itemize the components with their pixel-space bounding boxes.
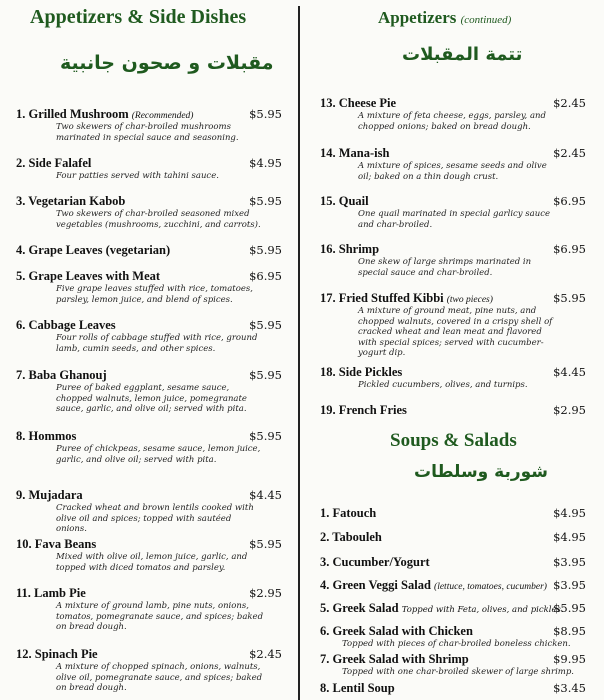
section-title-appetizers-side-dishes: Appetizers & Side Dishes xyxy=(30,6,247,28)
menu-item xyxy=(320,624,596,650)
item-note: Topped with Feta, olives, and pickles. xyxy=(401,605,564,615)
menu-item xyxy=(320,506,596,521)
menu-item xyxy=(16,429,292,465)
menu-item xyxy=(16,586,292,633)
item-price: $5.95 xyxy=(553,601,586,615)
item-name: 2. Tabouleh xyxy=(320,530,382,544)
item-price: $4.95 xyxy=(553,530,586,544)
arabic-title-right: تتمة المقبلات xyxy=(402,44,523,65)
item-name: 7. Baba Ghanouj xyxy=(16,368,107,382)
item-name: 2. Side Falafel xyxy=(16,156,92,170)
item-description: One quail marinated in special garlicy sauce and char-broiled. xyxy=(358,209,551,230)
item-price: $3.95 xyxy=(553,578,586,592)
item-price: $6.95 xyxy=(553,194,586,208)
item-description: Four rolls of cabbage stuffed with rice, ground lamb, cumin seeds, and other spices. xyxy=(56,333,258,354)
item-price: $3.45 xyxy=(553,681,586,695)
menu-item xyxy=(320,555,596,570)
item-description: A mixture of feta cheese, eggs, parsley, and chopped onions; baked on bread dough. xyxy=(358,111,546,132)
item-name: 3. Cucumber/Yogurt xyxy=(320,555,430,569)
item-name: 14. Mana-ish xyxy=(320,146,390,160)
menu-item xyxy=(16,194,292,230)
item-name: 9. Mujadara xyxy=(16,488,83,502)
menu-item xyxy=(320,578,596,593)
item-price: $4.45 xyxy=(553,365,586,379)
item-price: $3.95 xyxy=(553,555,586,569)
item-description: Two skewers of char-broiled seasoned mixed vegetables (mushrooms, zucchini, and carrots). xyxy=(56,209,261,230)
item-description: One skew of large shrimps marinated in special sauce and char-broiled. xyxy=(358,257,532,278)
menu-item xyxy=(16,368,292,415)
item-name: 6. Cabbage Leaves xyxy=(16,318,116,332)
item-name: 1. Grilled Mushroom xyxy=(16,107,129,121)
item-name: 17. Fried Stuffed Kibbi xyxy=(320,291,444,305)
item-price: $4.95 xyxy=(553,506,586,520)
item-name: 15. Quail xyxy=(320,194,369,208)
menu-item xyxy=(320,403,596,418)
menu-item xyxy=(320,146,596,182)
right-column xyxy=(312,0,596,700)
item-name: 18. Side Pickles xyxy=(320,365,403,379)
menu-item xyxy=(16,488,292,535)
item-description: Puree of chickpeas, sesame sauce, lemon juice, garlic, and olive oil; served with pita. xyxy=(56,444,261,465)
item-name: 1. Fatouch xyxy=(320,506,377,520)
menu-item xyxy=(16,318,292,354)
item-price: $5.95 xyxy=(249,107,282,121)
item-price: $5.95 xyxy=(249,194,282,208)
menu-item xyxy=(16,537,292,573)
item-price: $8.95 xyxy=(553,624,586,638)
item-name: 8. Hommos xyxy=(16,429,77,443)
menu-item xyxy=(16,243,292,258)
item-price: $4.45 xyxy=(249,488,282,502)
arabic-title-left: مقبلات و صحون جانبية xyxy=(60,52,274,74)
item-price: $5.95 xyxy=(553,291,586,305)
item-description: Four patties served with tahini sauce. xyxy=(56,171,219,181)
item-description: A mixture of spices, sesame seeds and olive oil; baked on a thin dough crust. xyxy=(358,161,547,182)
menu-item xyxy=(16,269,292,305)
item-description: Two skewers of char-broiled mushrooms marinated in special sauce and seasoning. xyxy=(56,122,239,143)
item-price: $5.95 xyxy=(249,368,282,382)
left-column xyxy=(10,0,292,700)
item-description: Topped with pieces of char-broiled boneless chicken. xyxy=(342,639,571,649)
item-name: 5. Grape Leaves with Meat xyxy=(16,269,161,283)
item-name: 5. Greek Salad xyxy=(320,601,399,615)
item-note: (Recommended) xyxy=(131,111,194,121)
column-divider xyxy=(298,6,300,700)
item-note: (lettuce, tomatoes, cucumber) xyxy=(434,582,547,592)
item-note: (two pieces) xyxy=(446,295,493,305)
item-description: A mixture of ground lamb, pine nuts, onions, tomatos, pomegranate sauce, and spices; baked on bread dough. xyxy=(56,601,264,632)
item-name: 4. Grape Leaves (vegetarian) xyxy=(16,243,171,257)
item-name: 6. Greek Salad with Chicken xyxy=(320,624,473,638)
section-title-soups-salads: Soups & Salads xyxy=(390,430,517,451)
menu-item xyxy=(320,96,596,132)
menu-item xyxy=(320,242,596,278)
menu-item xyxy=(320,365,596,391)
item-price: $2.45 xyxy=(249,647,282,661)
item-name: 12. Spinach Pie xyxy=(16,647,98,661)
item-name: 4. Green Veggi Salad xyxy=(320,578,431,592)
item-price: $6.95 xyxy=(249,269,282,283)
section-title-appetizers-continued: Appetizers (continued) xyxy=(378,8,512,27)
menu-item xyxy=(16,156,292,182)
item-name: 11. Lamb Pie xyxy=(16,586,86,600)
item-description: A mixture of ground meat, pine nuts, and chopped walnuts, covered in a crispy shell of cracked wheat and lean meat and flavored with special spices; served with cucumber-yogurt dip. xyxy=(358,306,553,358)
item-name: 19. French Fries xyxy=(320,403,407,417)
item-price: $9.95 xyxy=(553,652,586,666)
item-price: $2.95 xyxy=(553,403,586,417)
item-description: Topped with one char-broiled skewer of large shrimp. xyxy=(342,667,574,677)
item-name: 13. Cheese Pie xyxy=(320,96,397,110)
item-name: 16. Shrimp xyxy=(320,242,380,256)
item-name: 7. Greek Salad with Shrimp xyxy=(320,652,469,666)
item-name: 3. Vegetarian Kabob xyxy=(16,194,126,208)
menu-item xyxy=(320,601,596,616)
item-description: Pickled cucumbers, olives, and turnips. xyxy=(358,380,528,390)
item-price: $2.45 xyxy=(553,96,586,110)
item-name: 8. Lentil Soup xyxy=(320,681,395,695)
item-price: $5.95 xyxy=(249,537,282,551)
menu-item xyxy=(16,107,292,143)
item-description: Puree of baked eggplant, sesame sauce, chopped walnuts, lemon juice, pomegranate sauce, garlic, and olive oil; served with pita. xyxy=(56,383,247,414)
item-description: Five grape leaves stuffed with rice, tomatoes, parsley, lemon juice, and blend of spices. xyxy=(56,284,253,305)
menu-item xyxy=(16,647,292,694)
item-name: 10. Fava Beans xyxy=(16,537,97,551)
item-price: $5.95 xyxy=(249,318,282,332)
item-price: $2.95 xyxy=(249,586,282,600)
continued-label: (continued) xyxy=(460,14,512,26)
menu-item xyxy=(320,652,596,678)
arabic-title-soups: شوربة وسلطات xyxy=(414,462,549,482)
menu-item xyxy=(320,291,596,359)
item-price: $4.95 xyxy=(249,156,282,170)
item-price: $5.95 xyxy=(249,429,282,443)
item-description: Cracked wheat and brown lentils cooked with olive oil and spices; topped with sautéed onions. xyxy=(56,503,254,534)
item-price: $2.45 xyxy=(553,146,586,160)
item-price: $5.95 xyxy=(249,243,282,257)
menu-item xyxy=(320,681,596,696)
item-price: $6.95 xyxy=(553,242,586,256)
menu-item xyxy=(320,530,596,545)
item-description: A mixture of chopped spinach, onions, walnuts, olive oil, pomegranate sauce, and spices; baked on bread dough. xyxy=(56,662,263,693)
menu-item xyxy=(320,194,596,230)
item-description: Mixed with olive oil, lemon juice, garlic, and topped with diced tomatos and parsley. xyxy=(56,552,248,573)
